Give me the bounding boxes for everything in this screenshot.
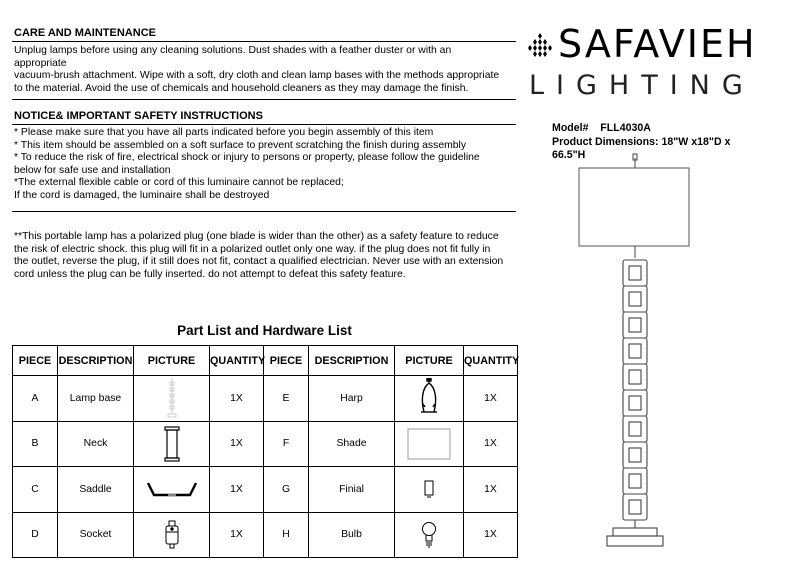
divider — [12, 99, 516, 100]
plug-line: cord unless the plug can be fully inserted. do not attempt to defeat this safety feature. — [14, 268, 406, 280]
description-cell: Bulb — [309, 512, 395, 557]
quantity-cell: 1X — [210, 512, 264, 557]
plug-line: the risk of electric shock. this plug will fit in a polarized outlet only one way. if the plug does not fit fully in — [14, 243, 491, 255]
piece-cell: H — [264, 512, 309, 557]
height-value: 66.5"H — [552, 149, 586, 159]
logo-mark-icon — [525, 31, 555, 61]
description-cell: Shade — [309, 421, 395, 466]
bulb-icon — [421, 521, 437, 549]
table-header-row — [13, 346, 518, 376]
safety-text — [14, 127, 519, 203]
dimensions-value: 18"W x18"D x — [661, 135, 731, 148]
saddle-icon — [146, 477, 198, 501]
safety-heading: NOTICE& IMPORTANT SAFETY INSTRUCTIONS — [14, 110, 263, 122]
safety-line: * To reduce the risk of fire, electrical shock or injury to persons or property, please follow the guideline — [14, 152, 480, 164]
socket-icon — [164, 520, 180, 550]
piece-cell: A — [13, 376, 58, 421]
finial-icon — [423, 480, 435, 498]
dimensions-label: Product Dimensions: — [552, 135, 659, 148]
plug-line: the outlet, reverse the plug, if it still does not fit, contact a qualified electrician. Never use with an extension — [14, 256, 504, 268]
picture-cell — [134, 467, 210, 512]
description-cell: Harp — [309, 376, 395, 421]
logo-brand: SAFAVIEH — [558, 22, 757, 66]
table-row — [13, 467, 518, 512]
neck-icon — [163, 426, 181, 462]
description-cell: Neck — [58, 421, 134, 466]
quantity-cell: 1X — [464, 421, 518, 466]
parts-title: Part List and Hardware List — [177, 323, 352, 338]
picture-cell — [395, 421, 464, 466]
model-number: FLL4030A — [600, 122, 651, 134]
plug-notice — [14, 231, 519, 281]
safety-line: below for safe use and installation — [14, 164, 171, 176]
piece-cell: F — [264, 421, 309, 466]
piece-cell: E — [264, 376, 309, 421]
picture-cell — [134, 376, 210, 421]
quantity-cell: 1X — [464, 376, 518, 421]
lamp-base-icon — [167, 378, 177, 418]
divider — [12, 211, 516, 212]
care-line: to the material. Avoid the use of chemicals and household cleaners as they may damage the finish. — [14, 82, 469, 94]
safety-line: If the cord is damaged, the luminaire shall be destroyed — [14, 189, 270, 201]
floor-lamp-illustration — [575, 150, 695, 555]
divider — [12, 124, 516, 125]
safety-line: *The external flexible cable or cord of this luminaire cannot be replaced; — [14, 177, 344, 189]
picture-cell — [395, 376, 464, 421]
care-text — [14, 45, 519, 95]
picture-cell — [134, 512, 210, 557]
logo-sub: LIGHTING — [529, 70, 755, 101]
header-piece: PIECE — [13, 346, 58, 376]
dimensions-line — [552, 136, 802, 150]
table-row — [13, 376, 518, 421]
table-row — [13, 421, 518, 466]
care-heading: CARE AND MAINTENANCE — [14, 27, 156, 39]
quantity-cell: 1X — [210, 467, 264, 512]
safavieh-logo — [525, 22, 805, 101]
safety-line: * Please make sure that you have all parts indicated before you begin assembly of this item — [14, 127, 434, 138]
header-quantity: QUANTITY — [210, 346, 264, 376]
divider — [12, 41, 516, 42]
model-line — [552, 122, 802, 136]
description-cell: Saddle — [58, 467, 134, 512]
header-picture: PICTURE — [395, 346, 464, 376]
piece-cell: G — [264, 467, 309, 512]
plug-line: **This portable lamp has a polarized plug (one blade is wider than the other) as a safety feature to reduce — [14, 231, 499, 242]
header-quantity: QUANTITY — [464, 346, 518, 376]
harp-icon — [418, 378, 440, 418]
piece-cell: D — [13, 512, 58, 557]
quantity-cell: 1X — [464, 512, 518, 557]
model-label: Model# — [552, 122, 589, 134]
piece-cell: C — [13, 467, 58, 512]
care-line: Unplug lamps before using any cleaning solutions. Dust shades with a feather duster or with an — [14, 45, 452, 56]
header-description: DESCRIPTION — [58, 346, 134, 376]
quantity-cell: 1X — [210, 421, 264, 466]
parts-table — [12, 345, 518, 558]
picture-cell — [395, 512, 464, 557]
shade-icon — [407, 428, 451, 460]
header-description: DESCRIPTION — [309, 346, 395, 376]
description-cell: Finial — [309, 467, 395, 512]
picture-cell — [134, 421, 210, 466]
safety-line: * This item should be assembled on a soft surface to prevent scratching the finish during assembly — [14, 139, 467, 151]
table-row — [13, 512, 518, 557]
care-line: appropriate — [14, 57, 67, 69]
quantity-cell: 1X — [464, 467, 518, 512]
header-picture: PICTURE — [134, 346, 210, 376]
picture-cell — [395, 467, 464, 512]
piece-cell: B — [13, 421, 58, 466]
care-line: vacuum-brush attachment. Wipe with a soft, dry cloth and clean lamp bases with the methods appropriate — [14, 70, 500, 82]
quantity-cell: 1X — [210, 376, 264, 421]
description-cell: Lamp base — [58, 376, 134, 421]
description-cell: Socket — [58, 512, 134, 557]
header-piece: PIECE — [264, 346, 309, 376]
